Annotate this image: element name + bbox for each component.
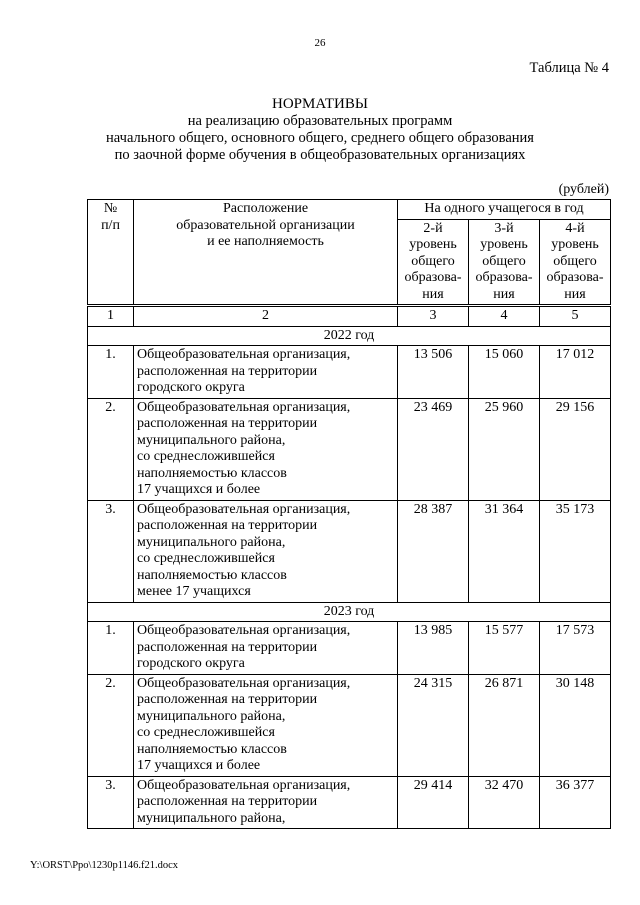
file-path-footer: Y:\ORST\Ppo\1230p1146.f21.docx	[30, 860, 178, 871]
row-location: Общеобразовательная организация, расположенная на территории городского округа	[134, 622, 398, 675]
column-number: 5	[540, 306, 611, 327]
row-value-level-4: 35 173	[540, 500, 611, 602]
row-number: 2.	[88, 674, 134, 776]
heading-line: начального общего, основного общего, среднего общего образования	[106, 130, 534, 146]
row-number: 3.	[88, 500, 134, 602]
row-location: Общеобразовательная организация, расположенная на территории муниципального района, со среднесложившейся наполняемостью классов менее 17 учащихся	[134, 500, 398, 602]
row-value-level-3: 25 960	[469, 398, 540, 500]
units-label: (рублей)	[558, 182, 609, 197]
header-location: Расположение образовательной организации и ее наполняемость	[134, 200, 398, 306]
header-per-student: На одного учащегося в год	[398, 200, 611, 220]
column-number: 1	[88, 306, 134, 327]
row-number: 3.	[88, 776, 134, 829]
row-value-level-3: 15 060	[469, 346, 540, 399]
table-row	[88, 346, 611, 399]
row-value-level-4: 17 573	[540, 622, 611, 675]
header-level-4: 4-й уровень общего образова- ния	[540, 219, 611, 306]
row-location: Общеобразовательная организация, расположенная на территории муниципального района, со среднесложившейся наполняемостью классов 17 учащихся и более	[134, 398, 398, 500]
norms-table	[87, 199, 611, 829]
table-row	[88, 674, 611, 776]
row-value-level-2: 13 985	[398, 622, 469, 675]
column-number: 3	[398, 306, 469, 327]
row-number: 2.	[88, 398, 134, 500]
heading-title: НОРМАТИВЫ	[272, 96, 368, 112]
year-row	[88, 602, 611, 622]
header-number: № п/п	[88, 200, 134, 306]
row-value-level-4: 30 148	[540, 674, 611, 776]
header-level-2: 2-й уровень общего образова- ния	[398, 219, 469, 306]
row-number: 1.	[88, 346, 134, 399]
page-number: 26	[314, 37, 326, 49]
table-body	[88, 306, 611, 829]
table-row	[88, 776, 611, 829]
column-numbers-row	[88, 306, 611, 327]
row-value-level-2: 29 414	[398, 776, 469, 829]
row-value-level-2: 28 387	[398, 500, 469, 602]
column-number: 2	[134, 306, 398, 327]
table-header	[88, 200, 611, 306]
year-row	[88, 326, 611, 346]
row-value-level-3: 15 577	[469, 622, 540, 675]
table-row	[88, 622, 611, 675]
row-number: 1.	[88, 622, 134, 675]
column-number: 4	[469, 306, 540, 327]
row-value-level-3: 26 871	[469, 674, 540, 776]
year-label: 2022 год	[88, 326, 611, 346]
table-row	[88, 500, 611, 602]
row-value-level-2: 24 315	[398, 674, 469, 776]
row-location: Общеобразовательная организация, расположенная на территории городского округа	[134, 346, 398, 399]
header-level-3: 3-й уровень общего образова- ния	[469, 219, 540, 306]
row-value-level-3: 31 364	[469, 500, 540, 602]
table-row	[88, 398, 611, 500]
row-value-level-4: 29 156	[540, 398, 611, 500]
row-value-level-4: 36 377	[540, 776, 611, 829]
row-value-level-2: 13 506	[398, 346, 469, 399]
heading-line: по заочной форме обучения в общеобразовательных организациях	[114, 147, 526, 163]
heading-line: на реализацию образовательных программ	[187, 113, 453, 129]
row-location: Общеобразовательная организация, расположенная на территории муниципального района,	[134, 776, 398, 829]
row-value-level-3: 32 470	[469, 776, 540, 829]
row-location: Общеобразовательная организация, расположенная на территории муниципального района, со среднесложившейся наполняемостью классов 17 учащихся и более	[134, 674, 398, 776]
row-value-level-4: 17 012	[540, 346, 611, 399]
row-value-level-2: 23 469	[398, 398, 469, 500]
year-label: 2023 год	[88, 602, 611, 622]
document-heading	[0, 96, 640, 164]
table-caption: Таблица № 4	[529, 60, 609, 76]
